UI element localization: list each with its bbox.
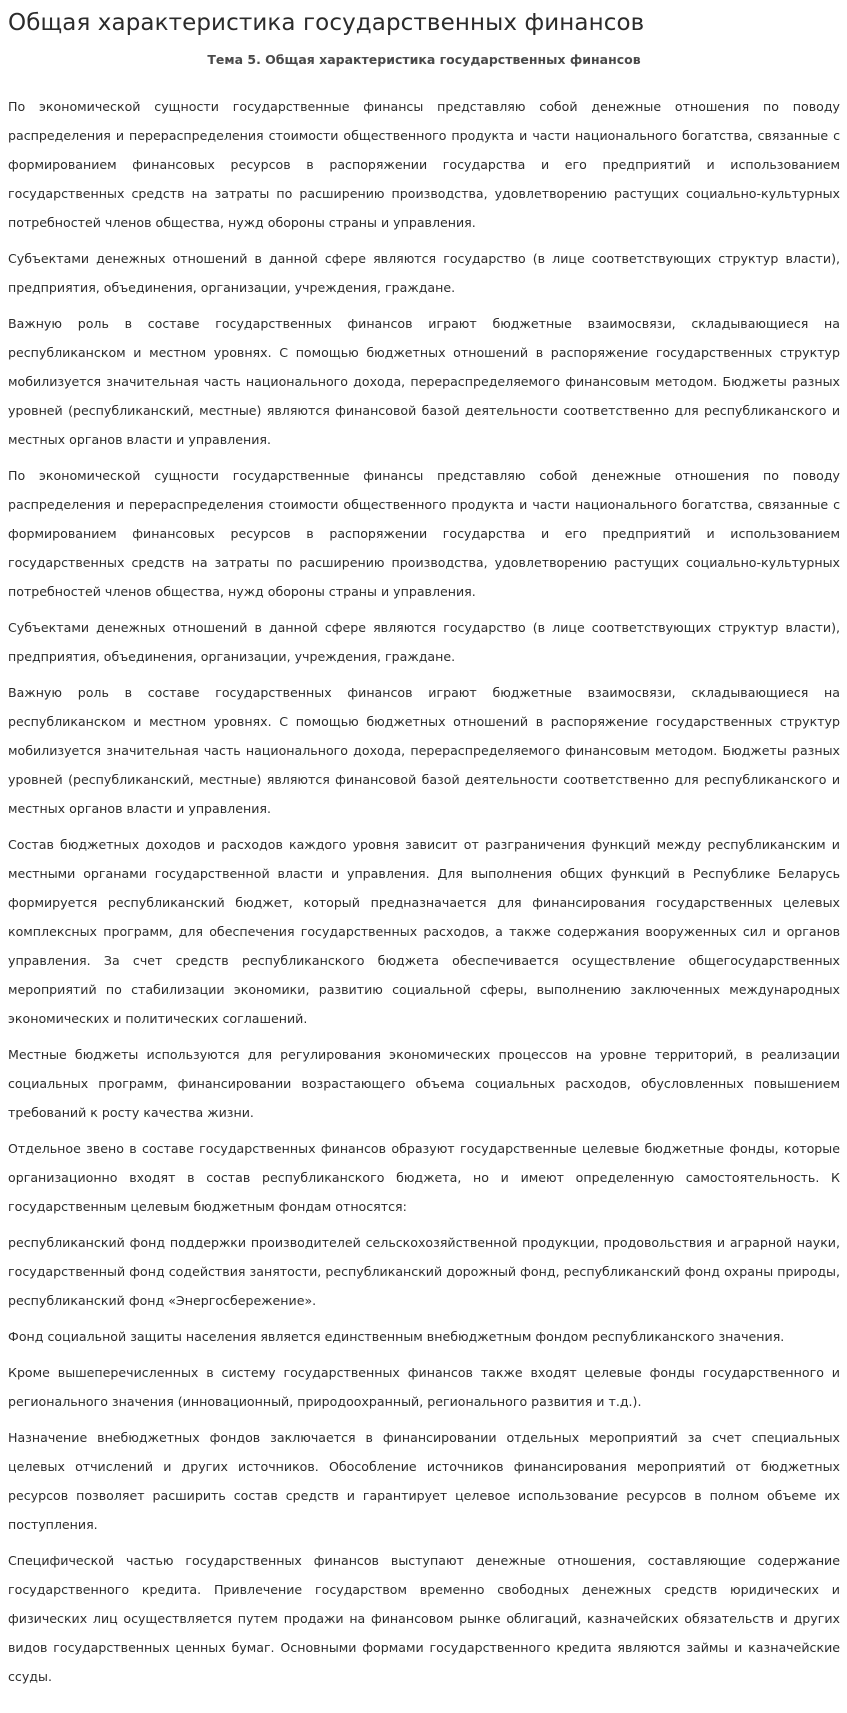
paragraph: Субъектами денежных отношений в данной сфере являются государство (в лице соответствующих структур власти), предприятия, объединения, организации, учреждения, граждане. — [8, 620, 840, 664]
paragraph: Фонд социальной защиты населения является единственным внебюджетным фондом республиканского значения. — [8, 1329, 785, 1344]
paragraph: По экономической сущности государственные финансы представляю собой денежные отношения по поводу распределения и перераспределения стоимости общественного продукта и части национального богатства, связанные с формированием финансовых ресурсов в распоряжении государства и его предприятий и использованием государственных средств на затраты по расширению производства, удовлетворению растущих социально-культурных потребностей членов общества, нужд обороны страны и управления. — [8, 468, 840, 599]
paragraph: Местные бюджеты используются для регулирования экономических процессов на уровне территорий, в реализации социальных программ, финансировании возрастающего объема социальных расходов, обусловленных повышением требований к росту качества жизни. — [8, 1047, 840, 1120]
page-title: Общая характеристика государственных финансов — [8, 10, 645, 36]
topic-subtitle: Тема 5. Общая характеристика государственных финансов — [207, 52, 641, 67]
paragraph: Важную роль в составе государственных финансов играют бюджетные взаимосвязи, складывающиеся на республиканском и местном уровнях. С помощью бюджетных отношений в распоряжение государственных структур мобилизуется значительная часть национального дохода, перераспределяемого финансовым методом. Бюджеты разных уровней (республиканский, местные) являются финансовой базой деятельности соответственно для республиканского и местных органов власти и управления. — [8, 685, 840, 816]
paragraph: Кроме вышеперечисленных в систему государственных финансов также входят целевые фонды государственного и регионального значения (инновационный, природоохранный, регионального развития и т.д.). — [8, 1365, 840, 1409]
paragraph: республиканский фонд поддержки производителей сельскохозяйственной продукции, продовольствия и аграрной науки, государственный фонд содействия занятости, республиканский дорожный фонд, республиканский фонд охраны природы, республиканский фонд «Энергосбережение». — [8, 1235, 840, 1308]
paragraph: Отдельное звено в составе государственных финансов образуют государственные целевые бюджетные фонды, которые организационно входят в состав республиканского бюджета, но и имеют определенную самостоятельность. К государственным целевым бюджетным фондам относятся: — [8, 1141, 840, 1214]
paragraph: Специфической частью государственных финансов выступают денежные отношения, составляющие содержание государственного кредита. Привлечение государством временно свободных денежных средств юридических и физических лиц осуществляется путем продажи на финансовом рынке облигаций, казначейских обязательств и других видов государственных ценных бумаг. Основными формами государственного кредита являются займы и казначейские ссуды. — [8, 1553, 840, 1684]
paragraph: Субъектами денежных отношений в данной сфере являются государство (в лице соответствующих структур власти), предприятия, объединения, организации, учреждения, граждане. — [8, 251, 840, 295]
article-body — [8, 92, 840, 1691]
paragraph: Назначение внебюджетных фондов заключается в финансировании отдельных мероприятий за счет специальных целевых отчислений и других источников. Обособление источников финансирования мероприятий от бюджетных ресурсов позволяет расширить состав средств и гарантирует целевое использование ресурсов в полном объеме их поступления. — [8, 1430, 840, 1532]
paragraph: По экономической сущности государственные финансы представляю собой денежные отношения по поводу распределения и перераспределения стоимости общественного продукта и части национального богатства, связанные с формированием финансовых ресурсов в распоряжении государства и его предприятий и использованием государственных средств на затраты по расширению производства, удовлетворению растущих социально-культурных потребностей членов общества, нужд обороны страны и управления. — [8, 99, 840, 230]
paragraph: Состав бюджетных доходов и расходов каждого уровня зависит от разграничения функций между республиканским и местными органами государственной власти и управления. Для выполнения общих функций в Республике Беларусь формируется республиканский бюджет, который предназначается для финансирования государственных целевых комплексных программ, для обеспечения государственных расходов, а также содержания вооруженных сил и органов управления. За счет средств республиканского бюджета обеспечивается осуществление общегосударственных мероприятий по стабилизации экономики, развитию социальной сферы, выполнению заключенных международных экономических и политических соглашений. — [8, 837, 840, 1026]
paragraph: Важную роль в составе государственных финансов играют бюджетные взаимосвязи, складывающиеся на республиканском и местном уровнях. С помощью бюджетных отношений в распоряжение государственных структур мобилизуется значительная часть национального дохода, перераспределяемого финансовым методом. Бюджеты разных уровней (республиканский, местные) являются финансовой базой деятельности соответственно для республиканского и местных органов власти и управления. — [8, 316, 840, 447]
